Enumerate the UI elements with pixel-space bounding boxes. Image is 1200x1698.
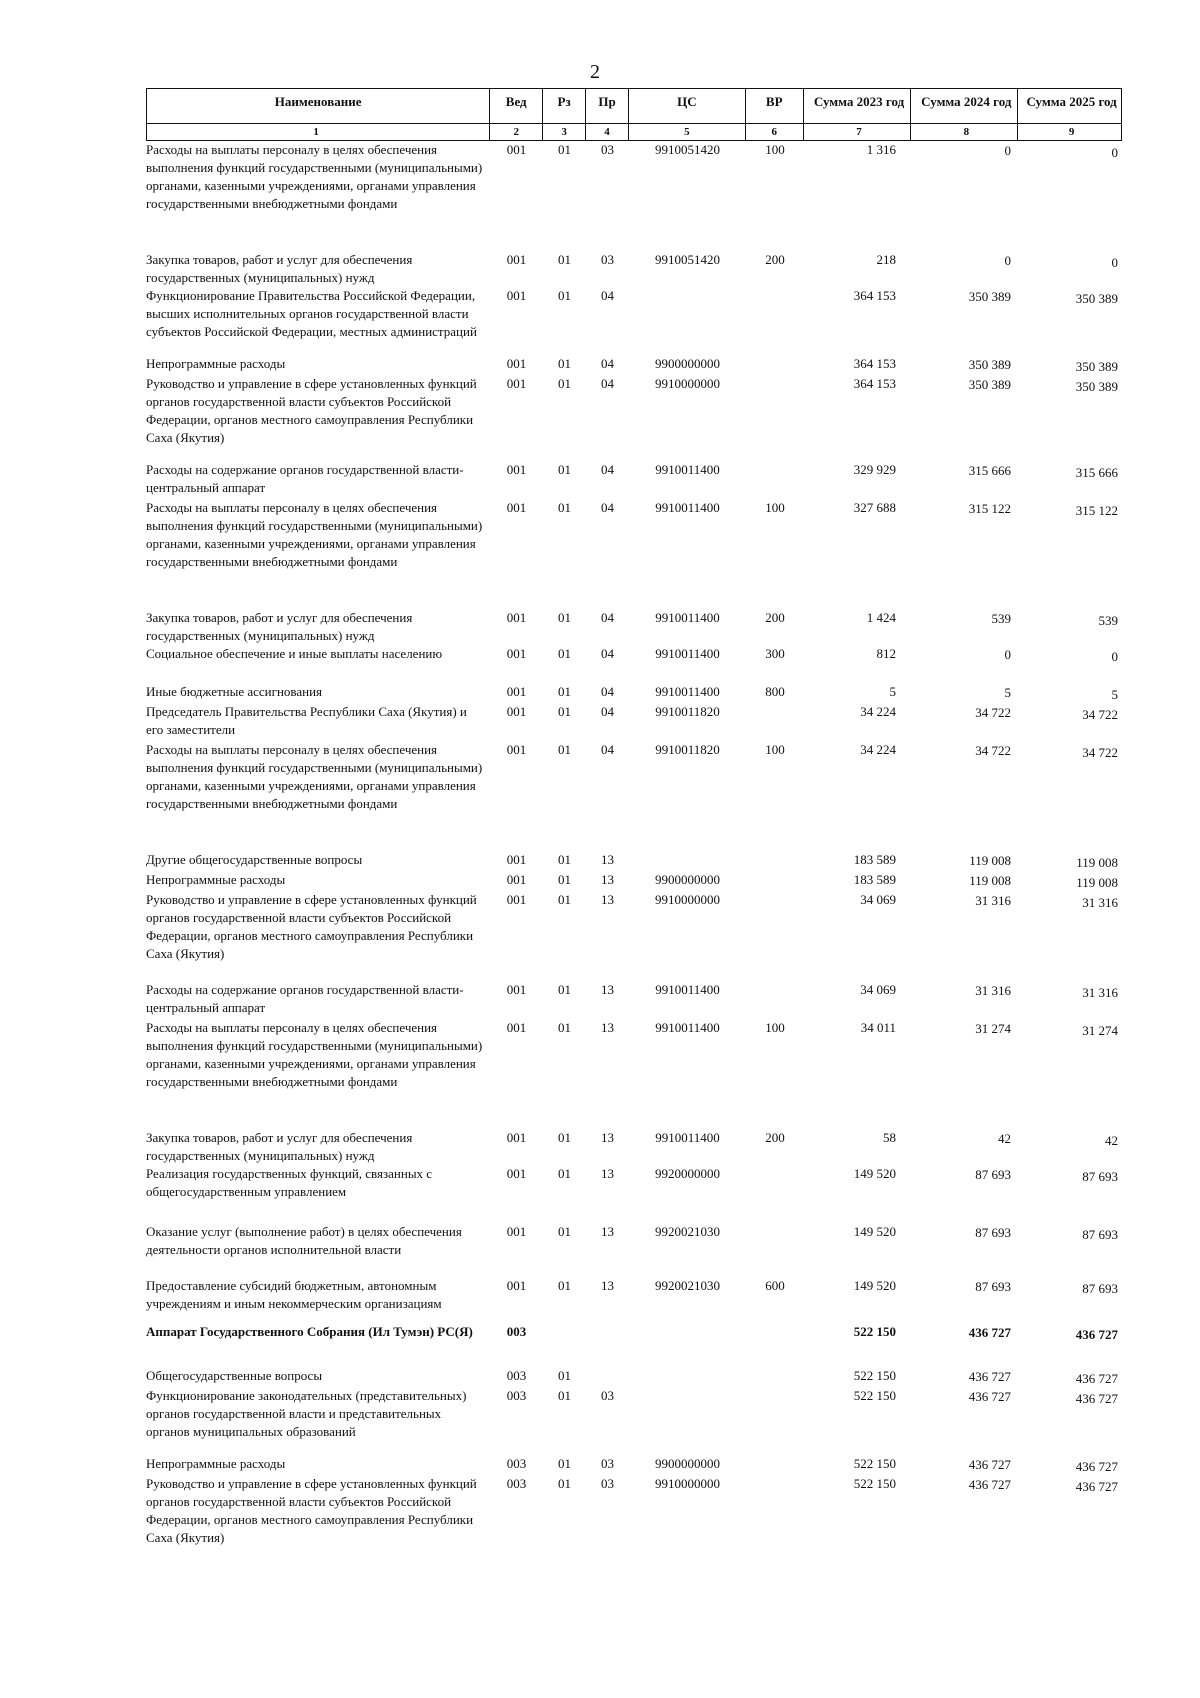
cell-s2025: 119 008	[1076, 875, 1118, 890]
column-number-row	[146, 124, 1122, 141]
cell-ved: 001	[506, 376, 527, 391]
cell-pr: 04	[601, 500, 614, 515]
cell-s2023: 149 520	[853, 1224, 896, 1239]
cell-s2025: 0	[1111, 145, 1118, 160]
cell-pr: 13	[601, 1224, 614, 1239]
cell-rz: 01	[558, 892, 571, 907]
cell-rz: 01	[558, 1130, 571, 1145]
cell-s2023: 522 150	[853, 1368, 896, 1383]
cell-name: Закупка товаров, работ и услуг для обеспечения государственных (муниципальных) нужд	[146, 610, 413, 643]
cell-pr: 03	[601, 252, 614, 267]
cell-s2025: 436 727	[1075, 1391, 1118, 1406]
cell-cs: 9910011400	[655, 610, 720, 625]
cell-vr: 100	[765, 142, 785, 157]
cell-pr: 04	[601, 288, 614, 303]
cell-name: Иные бюджетные ассигнования	[146, 684, 323, 699]
cell-pr: 04	[601, 462, 614, 477]
cell-s2023: 149 520	[853, 1166, 896, 1181]
colnum-6: 6	[746, 124, 804, 140]
cell-vr: 200	[765, 252, 785, 267]
cell-name: Общегосударственные вопросы	[146, 1368, 323, 1383]
table-row	[146, 355, 1122, 376]
page-number: 2	[590, 61, 600, 83]
cell-ved: 001	[506, 1166, 527, 1181]
cell-pr: 04	[601, 684, 614, 699]
header-sum-2025: Сумма 2025 год	[1026, 94, 1117, 109]
table-row	[146, 141, 1122, 213]
cell-pr: 03	[601, 1388, 614, 1403]
cell-ved: 003	[506, 1368, 527, 1383]
cell-ved: 001	[506, 462, 527, 477]
cell-ved: 003	[506, 1388, 527, 1403]
table-row	[146, 683, 1122, 704]
colnum-7: 7	[804, 124, 912, 140]
cell-cs: 9920021030	[655, 1278, 720, 1293]
cell-name: Руководство и управление в сфере установленных функций органов государственной власти субъектов Российской Федерации, органов местного самоуправления Республики Саха (Якутия)	[146, 376, 477, 445]
cell-ved: 001	[506, 852, 527, 867]
cell-s2023: 34 224	[860, 704, 896, 719]
cell-vr: 100	[765, 742, 785, 757]
cell-s2024: 87 693	[975, 1279, 1011, 1294]
table-row	[146, 1367, 1122, 1388]
cell-vr: 800	[765, 684, 785, 699]
cell-ved: 001	[506, 982, 527, 997]
header-sum-2023: Сумма 2023 год	[804, 89, 912, 123]
table-row	[146, 499, 1122, 571]
cell-ved: 001	[506, 684, 527, 699]
cell-cs: 9910011400	[655, 500, 720, 515]
cell-name: Непрограммные расходы	[146, 1456, 286, 1471]
cell-name: Расходы на выплаты персоналу в целях обеспечения выполнения функций государственными (муниципальными) органами, казенными учреждениями, органами управления государственными внебюджетными фондами	[146, 742, 483, 811]
cell-name: Непрограммные расходы	[146, 872, 286, 887]
table-row	[146, 1277, 1122, 1313]
cell-s2025: 87 693	[1082, 1281, 1118, 1296]
cell-vr: 200	[765, 1130, 785, 1145]
cell-pr: 13	[601, 1278, 614, 1293]
cell-s2024: 315 122	[968, 501, 1011, 516]
cell-s2023: 522 150	[853, 1388, 896, 1403]
cell-rz: 01	[558, 1278, 571, 1293]
cell-cs: 9910011820	[655, 704, 720, 719]
table-row	[146, 871, 1122, 892]
table-row	[146, 1323, 1122, 1344]
cell-pr: 13	[601, 1166, 614, 1181]
cell-ved: 001	[506, 742, 527, 757]
cell-pr: 04	[601, 356, 614, 371]
cell-cs: 9900000000	[655, 872, 720, 887]
cell-vr: 100	[765, 500, 785, 515]
cell-s2025: 5	[1111, 687, 1118, 702]
cell-rz: 01	[558, 1476, 571, 1491]
header-cs: ЦС	[629, 89, 746, 123]
cell-pr: 04	[601, 742, 614, 757]
cell-rz: 01	[558, 1224, 571, 1239]
cell-ved: 001	[506, 610, 527, 625]
cell-s2024: 0	[1004, 143, 1011, 158]
cell-name: Расходы на выплаты персоналу в целях обеспечения выполнения функций государственными (муниципальными) органами, казенными учреждениями, органами управления государственными внебюджетными фондами	[146, 500, 483, 569]
cell-rz: 01	[558, 610, 571, 625]
cell-s2025: 31 316	[1082, 895, 1118, 910]
cell-s2025: 0	[1111, 649, 1118, 664]
cell-pr: 03	[601, 1476, 614, 1491]
cell-s2023: 327 688	[853, 500, 896, 515]
cell-rz: 01	[558, 1368, 571, 1383]
cell-rz: 01	[558, 376, 571, 391]
cell-vr: 100	[765, 1020, 785, 1035]
cell-ved: 001	[506, 704, 527, 719]
cell-pr: 04	[601, 376, 614, 391]
table-body	[146, 141, 1122, 1561]
cell-rz: 01	[558, 1166, 571, 1181]
cell-pr: 13	[601, 982, 614, 997]
cell-s2025: 34 722	[1082, 745, 1118, 760]
cell-name: Председатель Правительства Республики Саха (Якутия) и его заместители	[146, 704, 467, 737]
cell-name: Расходы на содержание органов государственной власти- центральный аппарат	[146, 462, 464, 495]
cell-ved: 001	[506, 356, 527, 371]
colnum-5: 5	[629, 124, 746, 140]
cell-s2023: 183 589	[853, 852, 896, 867]
cell-s2024: 34 722	[975, 705, 1011, 720]
cell-s2024: 436 727	[968, 1457, 1011, 1472]
cell-s2023: 5	[889, 684, 896, 699]
cell-s2023: 34 069	[860, 892, 896, 907]
cell-rz: 01	[558, 684, 571, 699]
header-vr: ВР	[746, 89, 804, 123]
cell-s2025: 436 727	[1075, 1459, 1118, 1474]
cell-s2024: 315 666	[968, 463, 1011, 478]
cell-s2023: 522 150	[853, 1476, 896, 1491]
cell-s2025: 34 722	[1082, 707, 1118, 722]
cell-cs: 9910000000	[655, 892, 720, 907]
cell-s2023: 364 153	[853, 376, 896, 391]
cell-cs: 9910051420	[655, 142, 720, 157]
cell-pr: 13	[601, 852, 614, 867]
cell-s2025: 87 693	[1082, 1227, 1118, 1242]
cell-s2024: 31 316	[975, 893, 1011, 908]
table-row	[146, 251, 1122, 287]
cell-pr: 13	[601, 1130, 614, 1145]
cell-ved: 001	[506, 1224, 527, 1239]
cell-name: Аппарат Государственного Собрания (Ил Тумэн) РС(Я)	[146, 1324, 473, 1339]
colnum-1: 1	[147, 124, 490, 140]
cell-name: Социальное обеспечение и иные выплаты населению	[146, 646, 443, 661]
cell-s2023: 183 589	[853, 872, 896, 887]
cell-s2024: 5	[1004, 685, 1011, 700]
cell-s2023: 34 011	[860, 1020, 896, 1035]
cell-name: Закупка товаров, работ и услуг для обеспечения государственных (муниципальных) нужд	[146, 1130, 413, 1163]
cell-cs: 9920021030	[655, 1224, 720, 1239]
table-row	[146, 741, 1122, 813]
cell-s2024: 539	[991, 611, 1011, 626]
cell-vr: 200	[765, 610, 785, 625]
cell-ved: 001	[506, 252, 527, 267]
cell-rz: 01	[558, 742, 571, 757]
cell-s2025: 315 122	[1075, 503, 1118, 518]
cell-s2023: 149 520	[853, 1278, 896, 1293]
table-row	[146, 1129, 1122, 1165]
cell-rz: 01	[558, 142, 571, 157]
cell-s2024: 350 389	[968, 377, 1011, 392]
cell-rz: 01	[558, 1388, 571, 1403]
cell-pr: 04	[601, 610, 614, 625]
table-row	[146, 287, 1122, 341]
table-row	[146, 609, 1122, 645]
cell-rz: 01	[558, 1456, 571, 1471]
header-ved: Вед	[490, 89, 543, 123]
cell-s2025: 436 727	[1075, 1327, 1118, 1342]
cell-s2024: 436 727	[968, 1477, 1011, 1492]
cell-ved: 001	[506, 1278, 527, 1293]
cell-rz: 01	[558, 1020, 571, 1035]
cell-s2025: 42	[1105, 1133, 1118, 1148]
colnum-4: 4	[586, 124, 629, 140]
cell-ved: 001	[506, 646, 527, 661]
cell-s2023: 364 153	[853, 356, 896, 371]
cell-pr: 04	[601, 646, 614, 661]
cell-rz: 01	[558, 288, 571, 303]
cell-name: Руководство и управление в сфере установленных функций органов государственной власти субъектов Российской Федерации, органов местного самоуправления Республики Саха (Якутия)	[146, 892, 477, 961]
cell-s2023: 812	[876, 646, 896, 661]
cell-s2024: 350 389	[968, 289, 1011, 304]
cell-ved: 003	[506, 1476, 527, 1491]
cell-name: Функционирование законодательных (представительных) органов государственной власти и представительных органов муниципальных образований	[146, 1388, 467, 1439]
table-row	[146, 645, 1122, 666]
cell-s2023: 34 069	[860, 982, 896, 997]
cell-name: Реализация государственных функций, связанных с общегосударственным управлением	[146, 1166, 433, 1199]
cell-pr: 03	[601, 1456, 614, 1471]
cell-ved: 003	[506, 1324, 527, 1339]
table-row	[146, 1475, 1122, 1547]
cell-s2025: 0	[1111, 255, 1118, 270]
cell-vr: 300	[765, 646, 785, 661]
cell-s2023: 522 150	[853, 1324, 896, 1339]
cell-s2025: 436 727	[1075, 1371, 1118, 1386]
colnum-8: 8	[911, 124, 1018, 140]
cell-cs: 9910011820	[655, 742, 720, 757]
cell-cs: 9910011400	[655, 1130, 720, 1145]
cell-rz: 01	[558, 500, 571, 515]
cell-rz: 01	[558, 872, 571, 887]
cell-s2024: 436 727	[968, 1389, 1011, 1404]
cell-s2025: 87 693	[1082, 1169, 1118, 1184]
cell-s2024: 0	[1004, 647, 1011, 662]
table-row	[146, 1223, 1122, 1259]
cell-pr: 13	[601, 892, 614, 907]
table-row	[146, 891, 1122, 963]
cell-s2024: 436 727	[968, 1369, 1011, 1384]
cell-s2024: 119 008	[969, 873, 1011, 888]
cell-cs: 9910000000	[655, 1476, 720, 1491]
cell-s2023: 364 153	[853, 288, 896, 303]
table-row	[146, 461, 1122, 497]
cell-name: Другие общегосударственные вопросы	[146, 852, 363, 867]
cell-cs: 9910011400	[655, 684, 720, 699]
cell-pr: 03	[601, 142, 614, 157]
cell-rz: 01	[558, 356, 571, 371]
cell-s2023: 522 150	[853, 1456, 896, 1471]
cell-s2023: 329 929	[853, 462, 896, 477]
cell-cs: 9900000000	[655, 356, 720, 371]
cell-rz: 01	[558, 982, 571, 997]
cell-s2025: 350 389	[1075, 379, 1118, 394]
cell-ved: 001	[506, 1130, 527, 1145]
table-row	[146, 1165, 1122, 1201]
cell-s2025: 119 008	[1076, 855, 1118, 870]
table-row	[146, 851, 1122, 872]
cell-vr: 600	[765, 1278, 785, 1293]
cell-ved: 001	[506, 892, 527, 907]
cell-rz: 01	[558, 852, 571, 867]
cell-rz: 01	[558, 252, 571, 267]
cell-s2023: 58	[883, 1130, 896, 1145]
cell-s2024: 436 727	[968, 1325, 1011, 1340]
cell-cs: 9910051420	[655, 252, 720, 267]
cell-s2024: 0	[1004, 253, 1011, 268]
table-row	[146, 375, 1122, 447]
cell-name: Руководство и управление в сфере установленных функций органов государственной власти субъектов Российской Федерации, органов местного самоуправления Республики Саха (Якутия)	[146, 1476, 477, 1545]
cell-s2024: 119 008	[969, 853, 1011, 868]
cell-name: Расходы на выплаты персоналу в целях обеспечения выполнения функций государственными (муниципальными) органами, казенными учреждениями, органами управления государственными внебюджетными фондами	[146, 1020, 483, 1089]
cell-s2025: 31 274	[1082, 1023, 1118, 1038]
cell-cs: 9900000000	[655, 1456, 720, 1471]
cell-s2023: 34 224	[860, 742, 896, 757]
cell-s2023: 218	[876, 252, 896, 267]
cell-pr: 13	[601, 872, 614, 887]
cell-ved: 001	[506, 288, 527, 303]
colnum-3: 3	[543, 124, 586, 140]
cell-rz: 01	[558, 704, 571, 719]
cell-s2023: 1 424	[866, 610, 896, 625]
cell-s2024: 87 693	[975, 1167, 1011, 1182]
cell-s2024: 31 274	[975, 1021, 1011, 1036]
cell-rz: 01	[558, 462, 571, 477]
cell-name: Предоставление субсидий бюджетным, автономным учреждениям и иным некоммерческим организациям	[146, 1278, 442, 1311]
colnum-9: 9	[1068, 126, 1075, 138]
table-row	[146, 1455, 1122, 1476]
cell-ved: 001	[506, 500, 527, 515]
cell-pr: 04	[601, 704, 614, 719]
cell-s2025: 350 389	[1075, 359, 1118, 374]
cell-name: Расходы на выплаты персоналу в целях обеспечения выполнения функций государственными (муниципальными) органами, казенными учреждениями, органами управления государственными внебюджетными фондами	[146, 142, 483, 211]
cell-s2025: 350 389	[1075, 291, 1118, 306]
table-row	[146, 981, 1122, 1017]
cell-s2024: 350 389	[968, 357, 1011, 372]
cell-cs: 9910000000	[655, 376, 720, 391]
table-row	[146, 1387, 1122, 1441]
table-row	[146, 1019, 1122, 1091]
cell-ved: 003	[506, 1456, 527, 1471]
cell-s2023: 1 316	[866, 142, 896, 157]
cell-s2025: 436 727	[1075, 1479, 1118, 1494]
cell-cs: 9910011400	[655, 982, 720, 997]
cell-cs: 9910011400	[655, 646, 720, 661]
budget-table	[146, 88, 1122, 1561]
cell-name: Непрограммные расходы	[146, 356, 286, 371]
cell-ved: 001	[506, 142, 527, 157]
colnum-2: 2	[490, 124, 543, 140]
header-rz: Рз	[543, 89, 586, 123]
cell-rz: 01	[558, 646, 571, 661]
cell-s2024: 42	[998, 1131, 1011, 1146]
cell-s2025: 315 666	[1075, 465, 1118, 480]
cell-name: Оказание услуг (выполнение работ) в целях обеспечения деятельности органов исполнительной власти	[146, 1224, 462, 1257]
header-pr: Пр	[586, 89, 629, 123]
cell-cs: 9910011400	[655, 462, 720, 477]
cell-pr: 13	[601, 1020, 614, 1035]
table-row	[146, 703, 1122, 739]
cell-s2024: 31 316	[975, 983, 1011, 998]
header-sum-2024: Сумма 2024 год	[911, 89, 1018, 123]
table-header-row	[146, 88, 1122, 124]
cell-name: Расходы на содержание органов государственной власти- центральный аппарат	[146, 982, 464, 1015]
cell-name: Закупка товаров, работ и услуг для обеспечения государственных (муниципальных) нужд	[146, 252, 413, 285]
cell-s2024: 87 693	[975, 1225, 1011, 1240]
cell-cs: 9910011400	[655, 1020, 720, 1035]
cell-cs: 9920000000	[655, 1166, 720, 1181]
cell-s2025: 539	[1098, 613, 1118, 628]
cell-ved: 001	[506, 1020, 527, 1035]
cell-ved: 001	[506, 872, 527, 887]
header-name: Наименование	[147, 89, 490, 123]
cell-name: Функционирование Правительства Российской Федерации, высших исполнительных органов государственной власти субъектов Российской Федерации, местных администраций	[146, 288, 477, 339]
cell-s2025: 31 316	[1082, 985, 1118, 1000]
cell-s2024: 34 722	[975, 743, 1011, 758]
